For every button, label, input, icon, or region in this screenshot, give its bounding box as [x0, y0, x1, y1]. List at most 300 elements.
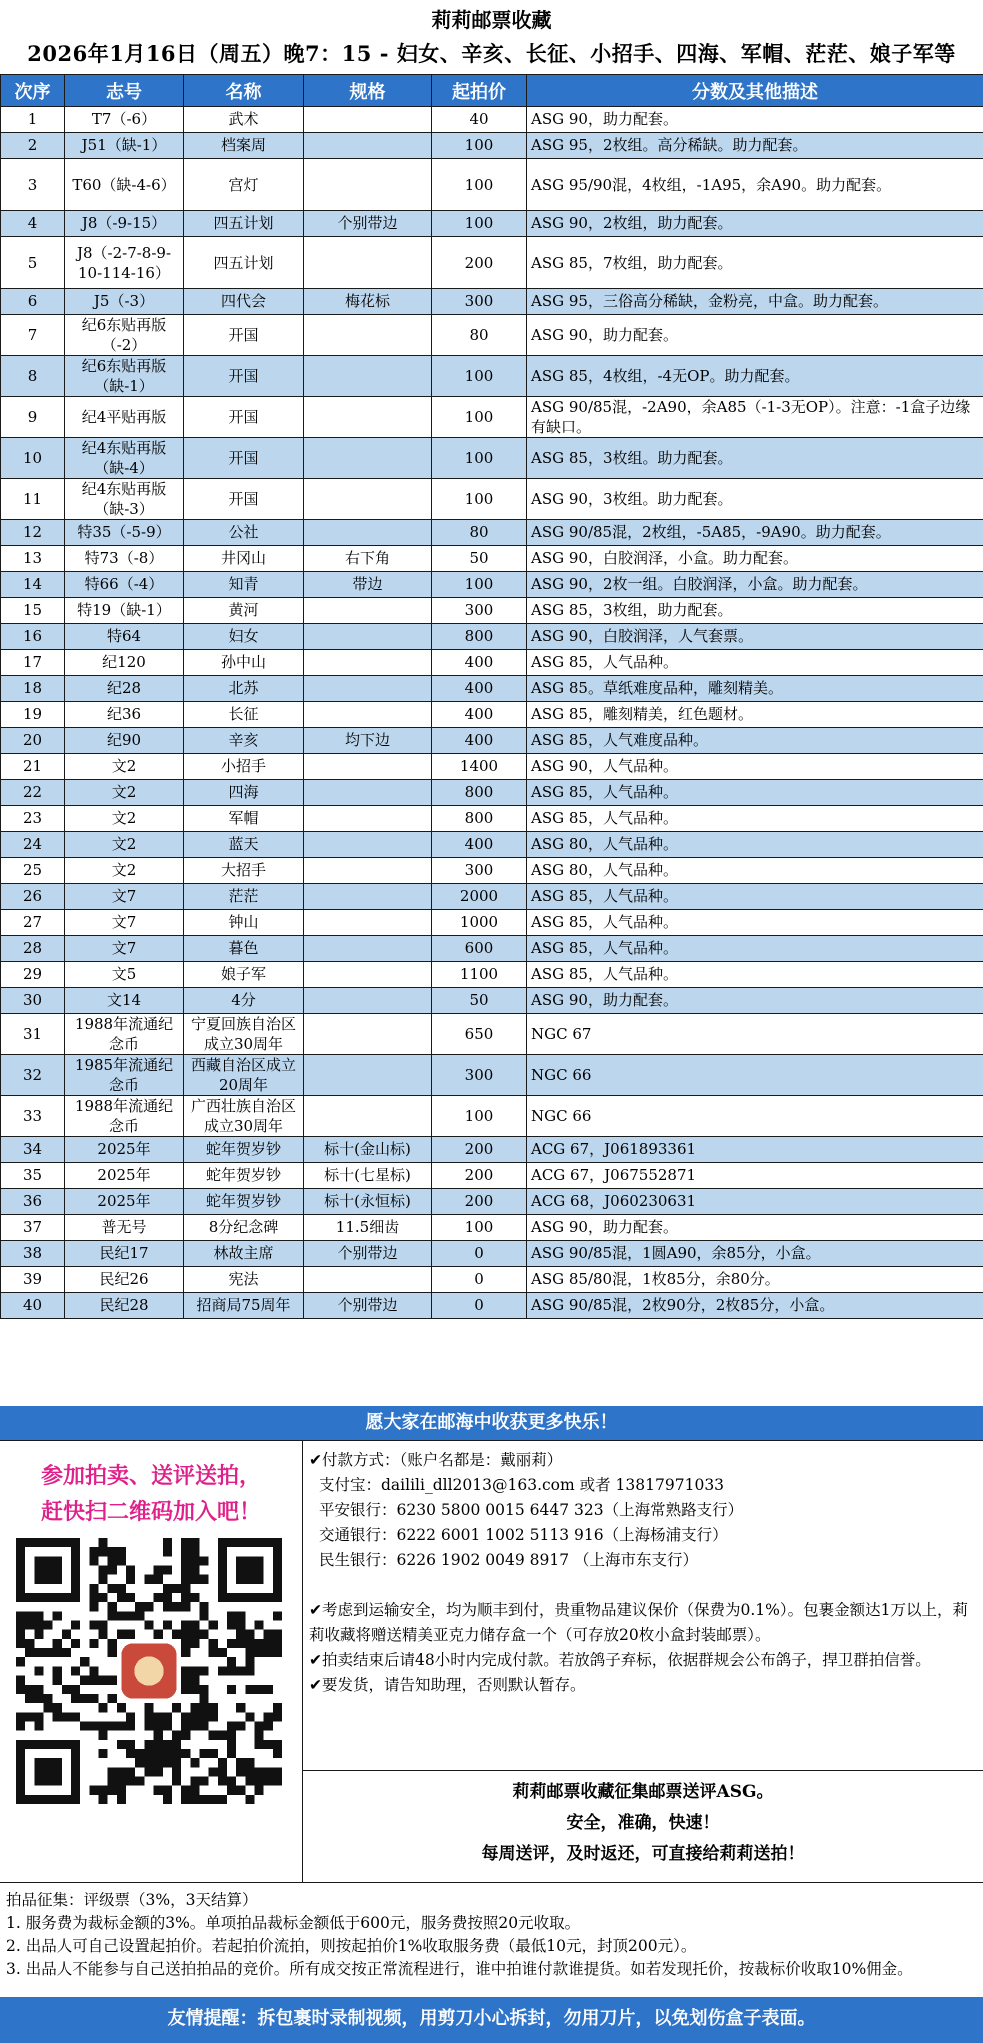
cell-price: 100: [432, 1215, 527, 1241]
cell-code: 特19（缺-1）: [65, 598, 184, 624]
cell-desc: ASG 85，人气品种。: [527, 884, 983, 910]
cell-price: 300: [432, 598, 527, 624]
cell-spec: [304, 884, 432, 910]
cell-order: 16: [1, 624, 65, 650]
cell-desc: ACG 67，J067552871: [527, 1163, 983, 1189]
cell-price: 50: [432, 988, 527, 1014]
cell-name: 宫灯: [184, 159, 304, 211]
cell-price: 80: [432, 315, 527, 356]
cell-order: 5: [1, 237, 65, 289]
cell-desc: ASG 85，人气品种。: [527, 962, 983, 988]
cell-name: 开国: [184, 356, 304, 397]
col-header-price: 起拍价: [432, 75, 527, 107]
table-row: [1, 1014, 983, 1055]
cell-desc: ASG 90，助力配套。: [527, 988, 983, 1014]
cell-name: 四代会: [184, 289, 304, 315]
cell-name: 黄河: [184, 598, 304, 624]
col-header-name: 名称: [184, 75, 304, 107]
join-promo: [0, 1458, 302, 1530]
table-row: [1, 546, 983, 572]
cell-spec: [304, 832, 432, 858]
table-header-row: [1, 75, 983, 107]
cell-code: 纪36: [65, 702, 184, 728]
col-header-order: 次序: [1, 75, 65, 107]
consignment-rules: [0, 1882, 983, 1997]
table-row: [1, 754, 983, 780]
cell-code: J8（-2-7-8-9-10-114-16）: [65, 237, 184, 289]
cell-order: 14: [1, 572, 65, 598]
cell-order: 3: [1, 159, 65, 211]
table-row: [1, 858, 983, 884]
cell-desc: ASG 90/85混，1圆A90，余85分，小盒。: [527, 1241, 983, 1267]
cell-code: 纪90: [65, 728, 184, 754]
cell-desc: ASG 90/85混，2枚90分，2枚85分，小盒。: [527, 1293, 983, 1319]
promo-line-2: 赶快扫二维码加入吧！: [40, 1499, 261, 1525]
cell-order: 11: [1, 479, 65, 520]
cell-order: 10: [1, 438, 65, 479]
cell-name: 北苏: [184, 676, 304, 702]
cell-name: 西藏自治区成立20周年: [184, 1055, 304, 1096]
page-title: 莉莉邮票收藏: [431, 8, 552, 32]
cell-desc: ACG 68，J060230631: [527, 1189, 983, 1215]
cell-order: 26: [1, 884, 65, 910]
cell-desc: ASG 90，人气品种。: [527, 754, 983, 780]
alipay-account: 支付宝：dailili_dll2013@163.com 或者 13817971033: [319, 1476, 725, 1494]
auction-table: [0, 74, 983, 1319]
payment-deadline-note: ✔拍卖结束后请48小时内完成付款。若放鸽子弃标，依据群规会公布鸽子，捍卫群拍信誉。: [309, 1651, 931, 1669]
cell-price: 1000: [432, 910, 527, 936]
table-row: [1, 397, 983, 438]
pingan-account: 平安银行：6230 5800 0015 6447 323（上海常熟路支行）: [319, 1501, 744, 1519]
cell-desc: ACG 67，J061893361: [527, 1137, 983, 1163]
cell-desc: ASG 90，助力配套。: [527, 107, 983, 133]
table-row: [1, 479, 983, 520]
cell-price: 400: [432, 832, 527, 858]
cell-price: 600: [432, 936, 527, 962]
cell-code: 2025年: [65, 1163, 184, 1189]
cell-name: 辛亥: [184, 728, 304, 754]
footer-reminder: 友情提醒：拆包裹时录制视频，用剪刀小心拆封，勿用刀片，以免划伤盒子表面。: [0, 1997, 983, 2043]
cell-name: 武术: [184, 107, 304, 133]
cell-price: 400: [432, 728, 527, 754]
cell-name: 大招手: [184, 858, 304, 884]
cell-desc: NGC 66: [527, 1055, 983, 1096]
cell-order: 36: [1, 1189, 65, 1215]
cell-spec: [304, 133, 432, 159]
cell-name: 四五计划: [184, 237, 304, 289]
cell-price: 50: [432, 546, 527, 572]
cell-spec: [304, 520, 432, 546]
cell-desc: ASG 85，人气难度品种。: [527, 728, 983, 754]
cell-code: 文14: [65, 988, 184, 1014]
payment-panel: [303, 1440, 983, 1770]
cell-code: 文7: [65, 936, 184, 962]
cell-order: 35: [1, 1163, 65, 1189]
table-row: [1, 572, 983, 598]
cell-name: 公社: [184, 520, 304, 546]
cell-price: 100: [432, 356, 527, 397]
cell-spec: [304, 315, 432, 356]
cell-price: 300: [432, 1055, 527, 1096]
table-row: [1, 1293, 983, 1319]
minsheng-account: 民生银行：6226 1902 0049 8917 （上海市东支行）: [319, 1551, 698, 1569]
cell-order: 24: [1, 832, 65, 858]
table-row: [1, 1055, 983, 1096]
table-row: [1, 107, 983, 133]
bocom-account: 交通银行：6222 6001 1002 5113 916（上海杨浦支行）: [319, 1526, 728, 1544]
cell-order: 4: [1, 211, 65, 237]
cell-desc: ASG 85，3枚组，助力配套。: [527, 598, 983, 624]
table-row: [1, 702, 983, 728]
cell-spec: [304, 676, 432, 702]
cell-desc: ASG 85，雕刻精美，红色题材。: [527, 702, 983, 728]
cell-code: 特73（-8）: [65, 546, 184, 572]
cell-code: 特64: [65, 624, 184, 650]
table-row: [1, 133, 983, 159]
cell-desc: ASG 90/85混，2枚组，-5A85，-9A90。助力配套。: [527, 520, 983, 546]
col-header-desc: 分数及其他描述: [527, 75, 983, 107]
cell-order: 34: [1, 1137, 65, 1163]
cell-desc: ASG 85，人气品种。: [527, 780, 983, 806]
cell-code: J8（-9-15）: [65, 211, 184, 237]
cell-spec: [304, 988, 432, 1014]
cell-desc: ASG 90，2枚组，助力配套。: [527, 211, 983, 237]
rule-3: 3. 出品人不能参与自己送拍拍品的竞价。所有成交按正常流程进行，谁中拍谁付款谁提货。如若发现托价，按裁标价收取10%佣金。: [6, 1960, 913, 1978]
table-row: [1, 520, 983, 546]
cell-price: 200: [432, 237, 527, 289]
payment-heading: ✔付款方式：（账户名都是：戴丽莉）: [309, 1451, 563, 1469]
cell-name: 蛇年贺岁钞: [184, 1189, 304, 1215]
table-row: [1, 159, 983, 211]
cell-price: 100: [432, 397, 527, 438]
cell-code: 1988年流通纪念币: [65, 1014, 184, 1055]
cell-spec: [304, 962, 432, 988]
cell-name: 档案周: [184, 133, 304, 159]
rule-1: 1. 服务费为裁标金额的3%。单项拍品裁标金额低于600元，服务费按照20元收取。: [6, 1914, 581, 1932]
cell-name: 宪法: [184, 1267, 304, 1293]
cell-desc: ASG 90，白胶润泽，小盒。助力配套。: [527, 546, 983, 572]
cell-code: 文2: [65, 832, 184, 858]
cell-order: 28: [1, 936, 65, 962]
cell-spec: [304, 780, 432, 806]
cell-order: 31: [1, 1014, 65, 1055]
cell-order: 25: [1, 858, 65, 884]
cell-spec: [304, 1096, 432, 1137]
cell-desc: ASG 90，助力配套。: [527, 315, 983, 356]
cell-order: 38: [1, 1241, 65, 1267]
table-row: [1, 728, 983, 754]
cell-price: 200: [432, 1137, 527, 1163]
cell-spec: [304, 1267, 432, 1293]
cell-price: 100: [432, 159, 527, 211]
cell-order: 8: [1, 356, 65, 397]
cell-desc: ASG 85，7枚组，助力配套。: [527, 237, 983, 289]
cell-spec: [304, 806, 432, 832]
cell-code: 民纪28: [65, 1293, 184, 1319]
cell-name: 军帽: [184, 806, 304, 832]
cell-price: 0: [432, 1293, 527, 1319]
cell-name: 钟山: [184, 910, 304, 936]
table-row: [1, 1163, 983, 1189]
cell-code: 文5: [65, 962, 184, 988]
cell-desc: ASG 85，3枚组。助力配套。: [527, 438, 983, 479]
shipping-note: ✔考虑到运输安全，均为顺丰到付，贵重物品建议保价（保费为0.1%）。包裹金额达1万以上，莉莉收藏将赠送精美亚克力储存盒一个（可存放20枚小盒封装邮票）。: [309, 1601, 968, 1644]
cell-price: 200: [432, 1189, 527, 1215]
cell-price: 1400: [432, 754, 527, 780]
cell-name: 孙中山: [184, 650, 304, 676]
table-row: [1, 1215, 983, 1241]
cell-order: 18: [1, 676, 65, 702]
cell-order: 20: [1, 728, 65, 754]
cell-code: 民纪26: [65, 1267, 184, 1293]
cell-name: 蛇年贺岁钞: [184, 1137, 304, 1163]
cell-code: 纪6东贴再版（缺-1）: [65, 356, 184, 397]
cell-code: 2025年: [65, 1189, 184, 1215]
cell-order: 39: [1, 1267, 65, 1293]
cell-order: 2: [1, 133, 65, 159]
cell-name: 4分: [184, 988, 304, 1014]
cell-code: 民纪17: [65, 1241, 184, 1267]
cell-price: 400: [432, 676, 527, 702]
cell-name: 宁夏回族自治区成立30周年: [184, 1014, 304, 1055]
cell-spec: 均下边: [304, 728, 432, 754]
rule-2: 2. 出品人可自己设置起拍价。若起拍价流拍，则按起拍价1%收取服务费（最低10元，封顶200元）。: [6, 1937, 697, 1955]
cell-spec: [304, 107, 432, 133]
table-row: [1, 624, 983, 650]
cell-desc: ASG 95/90混，4枚组，-1A95，余A90。助力配套。: [527, 159, 983, 211]
cell-desc: ASG 80，人气品种。: [527, 832, 983, 858]
cell-name: 四海: [184, 780, 304, 806]
cell-order: 7: [1, 315, 65, 356]
cell-name: 小招手: [184, 754, 304, 780]
table-row: [1, 1241, 983, 1267]
rules-heading: 拍品征集：评级票（3%，3天结算）: [6, 1891, 258, 1909]
cell-desc: ASG 90，白胶润泽，人气套票。: [527, 624, 983, 650]
cell-order: 6: [1, 289, 65, 315]
cell-spec: [304, 397, 432, 438]
cell-spec: [304, 159, 432, 211]
cell-order: 17: [1, 650, 65, 676]
cell-order: 22: [1, 780, 65, 806]
cell-order: 1: [1, 107, 65, 133]
cell-code: 普无号: [65, 1215, 184, 1241]
cell-price: 2000: [432, 884, 527, 910]
cell-desc: ASG 90/85混，-2A90，余A85（-1-3无OP）。注意：-1盒子边缘有缺口。: [527, 397, 983, 438]
grading-promo: [303, 1770, 983, 1882]
cell-code: 文7: [65, 884, 184, 910]
cell-price: 100: [432, 572, 527, 598]
cell-price: 800: [432, 806, 527, 832]
cell-desc: ASG 85，4枚组，-4无OP。助力配套。: [527, 356, 983, 397]
cell-code: 特35（-5-9）: [65, 520, 184, 546]
cell-desc: ASG 85/80混，1枚85分，余80分。: [527, 1267, 983, 1293]
cell-code: 纪4东贴再版（缺-4）: [65, 438, 184, 479]
cell-desc: ASG 80，人气品种。: [527, 858, 983, 884]
cell-name: 开国: [184, 397, 304, 438]
cell-code: 纪28: [65, 676, 184, 702]
cell-spec: 标十(金山标): [304, 1137, 432, 1163]
cell-code: T7（-6）: [65, 107, 184, 133]
cell-spec: 梅花标: [304, 289, 432, 315]
cell-name: 暮色: [184, 936, 304, 962]
cell-price: 100: [432, 479, 527, 520]
cell-order: 32: [1, 1055, 65, 1096]
cell-price: 300: [432, 289, 527, 315]
cell-price: 200: [432, 1163, 527, 1189]
cell-name: 开国: [184, 315, 304, 356]
table-row: [1, 936, 983, 962]
cell-price: 40: [432, 107, 527, 133]
cell-spec: 11.5细齿: [304, 1215, 432, 1241]
table-row: [1, 676, 983, 702]
cell-name: 8分纪念碑: [184, 1215, 304, 1241]
cell-price: 100: [432, 133, 527, 159]
cell-order: 19: [1, 702, 65, 728]
cell-code: J5（-3）: [65, 289, 184, 315]
cell-code: 文2: [65, 806, 184, 832]
cell-code: 纪6东贴再版（-2）: [65, 315, 184, 356]
cell-spec: [304, 479, 432, 520]
cell-name: 招商局75周年: [184, 1293, 304, 1319]
cell-code: 文7: [65, 910, 184, 936]
wish-banner: 愿大家在邮海中收获更多快乐！: [0, 1406, 983, 1441]
qr-code-icon[interactable]: [16, 1538, 282, 1804]
cell-spec: [304, 624, 432, 650]
table-row: [1, 884, 983, 910]
cell-order: 9: [1, 397, 65, 438]
cell-price: 100: [432, 211, 527, 237]
cell-name: 开国: [184, 479, 304, 520]
cell-spec: 右下角: [304, 546, 432, 572]
table-row: [1, 1189, 983, 1215]
cell-name: 妇女: [184, 624, 304, 650]
cell-name: 四五计划: [184, 211, 304, 237]
cell-price: 800: [432, 624, 527, 650]
cell-desc: ASG 95，三俗高分稀缺，金粉亮，中盒。助力配套。: [527, 289, 983, 315]
table-row: [1, 315, 983, 356]
cell-order: 29: [1, 962, 65, 988]
cell-spec: 个别带边: [304, 211, 432, 237]
cell-price: 400: [432, 702, 527, 728]
cell-spec: [304, 598, 432, 624]
cell-name: 长征: [184, 702, 304, 728]
cell-order: 37: [1, 1215, 65, 1241]
qr-panel: [0, 1440, 303, 1882]
cell-name: 知青: [184, 572, 304, 598]
table-row: [1, 289, 983, 315]
table-row: [1, 806, 983, 832]
table-row: [1, 1137, 983, 1163]
cell-desc: ASG 90，3枚组。助力配套。: [527, 479, 983, 520]
table-row: [1, 962, 983, 988]
cell-price: 650: [432, 1014, 527, 1055]
cell-spec: 标十(永恒标): [304, 1189, 432, 1215]
table-row: [1, 356, 983, 397]
cell-price: 300: [432, 858, 527, 884]
cell-code: 纪120: [65, 650, 184, 676]
cell-spec: [304, 936, 432, 962]
cell-price: 0: [432, 1241, 527, 1267]
cell-desc: NGC 67: [527, 1014, 983, 1055]
cell-code: 2025年: [65, 1137, 184, 1163]
table-row: [1, 211, 983, 237]
grading-promo-line-2: 安全，准确，快速！: [566, 1813, 720, 1833]
col-header-spec: 规格: [304, 75, 432, 107]
cell-name: 开国: [184, 438, 304, 479]
cell-desc: ASG 90，2枚一组。白胶润泽，小盒。助力配套。: [527, 572, 983, 598]
table-row: [1, 1096, 983, 1137]
col-header-code: 志号: [65, 75, 184, 107]
cell-desc: ASG 85，人气品种。: [527, 650, 983, 676]
cell-order: 33: [1, 1096, 65, 1137]
cell-code: 文2: [65, 780, 184, 806]
cell-name: 广西壮族自治区成立30周年: [184, 1096, 304, 1137]
cell-order: 30: [1, 988, 65, 1014]
cell-code: 1988年流通纪念币: [65, 1096, 184, 1137]
cell-spec: [304, 702, 432, 728]
delivery-note: ✔要发货，请告知助理，否则默认暂存。: [309, 1676, 586, 1694]
grading-promo-line-3: 每周送评，及时返还，可直接给莉莉送拍！: [481, 1844, 805, 1864]
grading-promo-line-1: 莉莉邮票收藏征集邮票送评ASG。: [512, 1782, 774, 1802]
cell-spec: [304, 356, 432, 397]
cell-spec: 个别带边: [304, 1293, 432, 1319]
cell-desc: ASG 85。草纸难度品种，雕刻精美。: [527, 676, 983, 702]
cell-code: 文2: [65, 754, 184, 780]
cell-order: 27: [1, 910, 65, 936]
table-row: [1, 438, 983, 479]
cell-code: T60（缺-4-6）: [65, 159, 184, 211]
cell-spec: [304, 910, 432, 936]
cell-price: 800: [432, 780, 527, 806]
cell-price: 400: [432, 650, 527, 676]
cell-order: 15: [1, 598, 65, 624]
cell-desc: ASG 95，2枚组。高分稀缺。助力配套。: [527, 133, 983, 159]
cell-spec: 个别带边: [304, 1241, 432, 1267]
cell-desc: NGC 66: [527, 1096, 983, 1137]
cell-desc: ASG 85，人气品种。: [527, 806, 983, 832]
cell-order: 21: [1, 754, 65, 780]
cell-spec: [304, 754, 432, 780]
table-row: [1, 988, 983, 1014]
cell-spec: [304, 1014, 432, 1055]
cell-order: 12: [1, 520, 65, 546]
cell-spec: [304, 858, 432, 884]
table-row: [1, 910, 983, 936]
cell-name: 蛇年贺岁钞: [184, 1163, 304, 1189]
cell-price: 1100: [432, 962, 527, 988]
cell-name: 蓝天: [184, 832, 304, 858]
cell-price: 0: [432, 1267, 527, 1293]
cell-code: J51（缺-1）: [65, 133, 184, 159]
cell-name: 井冈山: [184, 546, 304, 572]
cell-name: 茫茫: [184, 884, 304, 910]
cell-price: 100: [432, 438, 527, 479]
table-row: [1, 650, 983, 676]
cell-desc: ASG 90，助力配套。: [527, 1215, 983, 1241]
table-row: [1, 832, 983, 858]
cell-name: 娘子军: [184, 962, 304, 988]
cell-code: 1985年流通纪念币: [65, 1055, 184, 1096]
cell-code: 纪4平贴再版: [65, 397, 184, 438]
table-row: [1, 598, 983, 624]
cell-spec: 标十(七星标): [304, 1163, 432, 1189]
cell-price: 100: [432, 1096, 527, 1137]
cell-spec: [304, 650, 432, 676]
table-row: [1, 780, 983, 806]
cell-spec: 带边: [304, 572, 432, 598]
table-row: [1, 237, 983, 289]
cell-order: 23: [1, 806, 65, 832]
